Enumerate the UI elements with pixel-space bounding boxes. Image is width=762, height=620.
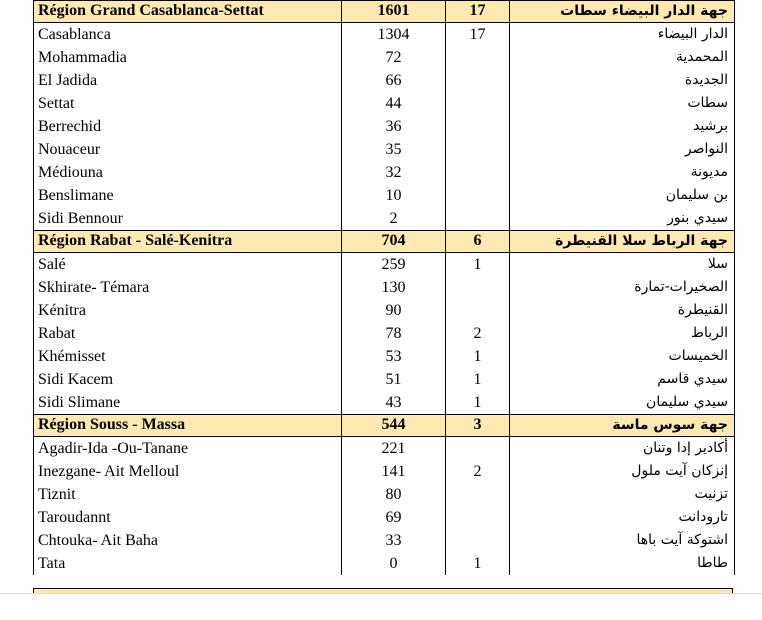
region-name-fr: Région Grand Casablanca-Settat <box>34 1 342 22</box>
region-cases: 544 <box>342 415 446 436</box>
province-deaths: 1 <box>446 253 510 276</box>
province-deaths <box>446 437 510 460</box>
province-name-fr: Kénitra <box>34 299 342 322</box>
province-name-fr: Casablanca <box>34 23 342 46</box>
table-row <box>34 46 734 69</box>
region-header-souss-massa <box>34 414 734 437</box>
table-row <box>34 552 734 575</box>
province-deaths <box>446 115 510 138</box>
region-header-casablanca-settat <box>34 0 734 23</box>
province-cases: 130 <box>342 276 446 299</box>
province-cases: 69 <box>342 506 446 529</box>
province-name-fr: El Jadida <box>34 69 342 92</box>
province-cases: 141 <box>342 460 446 483</box>
region-name-ar: جهة الرباط سلا القنيطرة <box>555 233 728 249</box>
province-name-fr: Chtouka- Ait Baha <box>34 529 342 552</box>
province-name-fr: Tiznit <box>34 483 342 506</box>
province-name-fr: Salé <box>34 253 342 276</box>
province-deaths <box>446 46 510 69</box>
table-row <box>34 437 734 460</box>
province-name-fr: Nouaceur <box>34 138 342 161</box>
province-cases: 33 <box>342 529 446 552</box>
province-deaths <box>446 299 510 322</box>
table-row <box>34 92 734 115</box>
province-name-fr: Sidi Kacem <box>34 368 342 391</box>
province-deaths <box>446 69 510 92</box>
table-row <box>34 460 734 483</box>
province-name-fr: Mohammadia <box>34 46 342 69</box>
province-name-ar: النواصر <box>684 141 728 157</box>
province-deaths <box>446 184 510 207</box>
province-cases: 259 <box>342 253 446 276</box>
table-row <box>34 207 734 230</box>
province-name-ar: سطات <box>687 95 728 111</box>
province-name-fr: Agadir-Ida -Ou-Tanane <box>34 437 342 460</box>
province-deaths <box>446 483 510 506</box>
province-cases: 78 <box>342 322 446 345</box>
province-deaths <box>446 92 510 115</box>
region-deaths: 6 <box>446 231 510 252</box>
province-name-fr: Inezgane- Ait Melloul <box>34 460 342 483</box>
province-cases: 10 <box>342 184 446 207</box>
province-name-fr: Rabat <box>34 322 342 345</box>
province-name-fr: Settat <box>34 92 342 115</box>
province-name-ar: أكادير إدا وتنان <box>642 440 728 456</box>
province-deaths: 1 <box>446 552 510 575</box>
province-deaths <box>446 207 510 230</box>
region-cases: 704 <box>342 231 446 252</box>
province-name-fr: Sidi Slimane <box>34 391 342 414</box>
page-divider <box>0 593 762 594</box>
table-row <box>34 506 734 529</box>
province-name-fr: Berrechid <box>34 115 342 138</box>
table-row <box>34 299 734 322</box>
province-deaths <box>446 506 510 529</box>
table-row <box>34 161 734 184</box>
province-cases: 90 <box>342 299 446 322</box>
province-name-ar: الرباط <box>691 325 728 341</box>
province-cases: 2 <box>342 207 446 230</box>
province-deaths <box>446 161 510 184</box>
table-row <box>34 184 734 207</box>
province-cases: 0 <box>342 552 446 575</box>
province-deaths: 2 <box>446 460 510 483</box>
table-row <box>34 368 734 391</box>
province-deaths: 17 <box>446 23 510 46</box>
region-header-rabat-sale-kenitra <box>34 230 734 253</box>
province-name-ar: الخميسات <box>668 348 728 364</box>
province-deaths: 1 <box>446 391 510 414</box>
province-deaths <box>446 276 510 299</box>
province-name-ar: سيدي قاسم <box>657 371 728 387</box>
province-deaths <box>446 138 510 161</box>
table-row <box>34 253 734 276</box>
region-name-fr: Région Souss - Massa <box>34 415 342 436</box>
province-name-ar: الدار البيضاء <box>657 26 728 42</box>
province-cases: 43 <box>342 391 446 414</box>
province-name-ar: القنيطرة <box>677 302 728 318</box>
province-name-ar: الجديدة <box>684 72 728 88</box>
province-name-fr: Taroudannt <box>34 506 342 529</box>
table-row <box>34 115 734 138</box>
province-name-ar: سلا <box>707 256 728 272</box>
province-name-ar: الصخيرات-تمارة <box>634 279 728 295</box>
province-name-ar: إنزكان آيت ملول <box>631 463 728 479</box>
table-row <box>34 276 734 299</box>
province-name-ar: المحمدية <box>675 49 728 65</box>
region-cases: 1601 <box>342 1 446 22</box>
province-deaths: 2 <box>446 322 510 345</box>
province-name-ar: سيدي بنور <box>667 210 728 226</box>
province-name-fr: Benslimane <box>34 184 342 207</box>
province-name-ar: سيدي سليمان <box>646 394 728 410</box>
province-cases: 44 <box>342 92 446 115</box>
province-name-fr: Skhirate- Témara <box>34 276 342 299</box>
region-name-ar: جهة الدار البيضاء سطات <box>560 3 728 19</box>
province-cases: 51 <box>342 368 446 391</box>
province-name-fr: Sidi Bennour <box>34 207 342 230</box>
table-row <box>34 483 734 506</box>
region-name-fr: Région Rabat - Salé-Kenitra <box>34 231 342 252</box>
region-name-ar: جهة سوس ماسة <box>612 417 728 433</box>
province-name-fr: Médiouna <box>34 161 342 184</box>
province-cases: 66 <box>342 69 446 92</box>
province-deaths: 1 <box>446 368 510 391</box>
province-name-ar: مديونة <box>690 164 728 180</box>
province-name-fr: Khémisset <box>34 345 342 368</box>
table-row <box>34 391 734 414</box>
province-name-ar: اشتوكة آيت باها <box>636 532 728 548</box>
table-row <box>34 23 734 46</box>
province-name-ar: برشيد <box>693 118 728 134</box>
province-cases: 53 <box>342 345 446 368</box>
province-name-ar: تزنيت <box>694 486 728 502</box>
table-row <box>34 69 734 92</box>
province-deaths: 1 <box>446 345 510 368</box>
province-cases: 36 <box>342 115 446 138</box>
table-row <box>34 529 734 552</box>
province-cases: 35 <box>342 138 446 161</box>
province-name-ar: بن سليمان <box>665 187 728 203</box>
table-row <box>34 322 734 345</box>
province-name-ar: تارودانت <box>678 509 728 525</box>
province-cases: 221 <box>342 437 446 460</box>
province-cases: 72 <box>342 46 446 69</box>
table-row <box>34 345 734 368</box>
province-cases: 32 <box>342 161 446 184</box>
province-cases: 1304 <box>342 23 446 46</box>
table-row <box>34 138 734 161</box>
province-name-fr: Tata <box>34 552 342 575</box>
regional-cases-table <box>33 0 735 575</box>
region-deaths: 3 <box>446 415 510 436</box>
province-name-ar: طاطا <box>697 555 728 571</box>
region-deaths: 17 <box>446 1 510 22</box>
province-deaths <box>446 529 510 552</box>
province-cases: 80 <box>342 483 446 506</box>
